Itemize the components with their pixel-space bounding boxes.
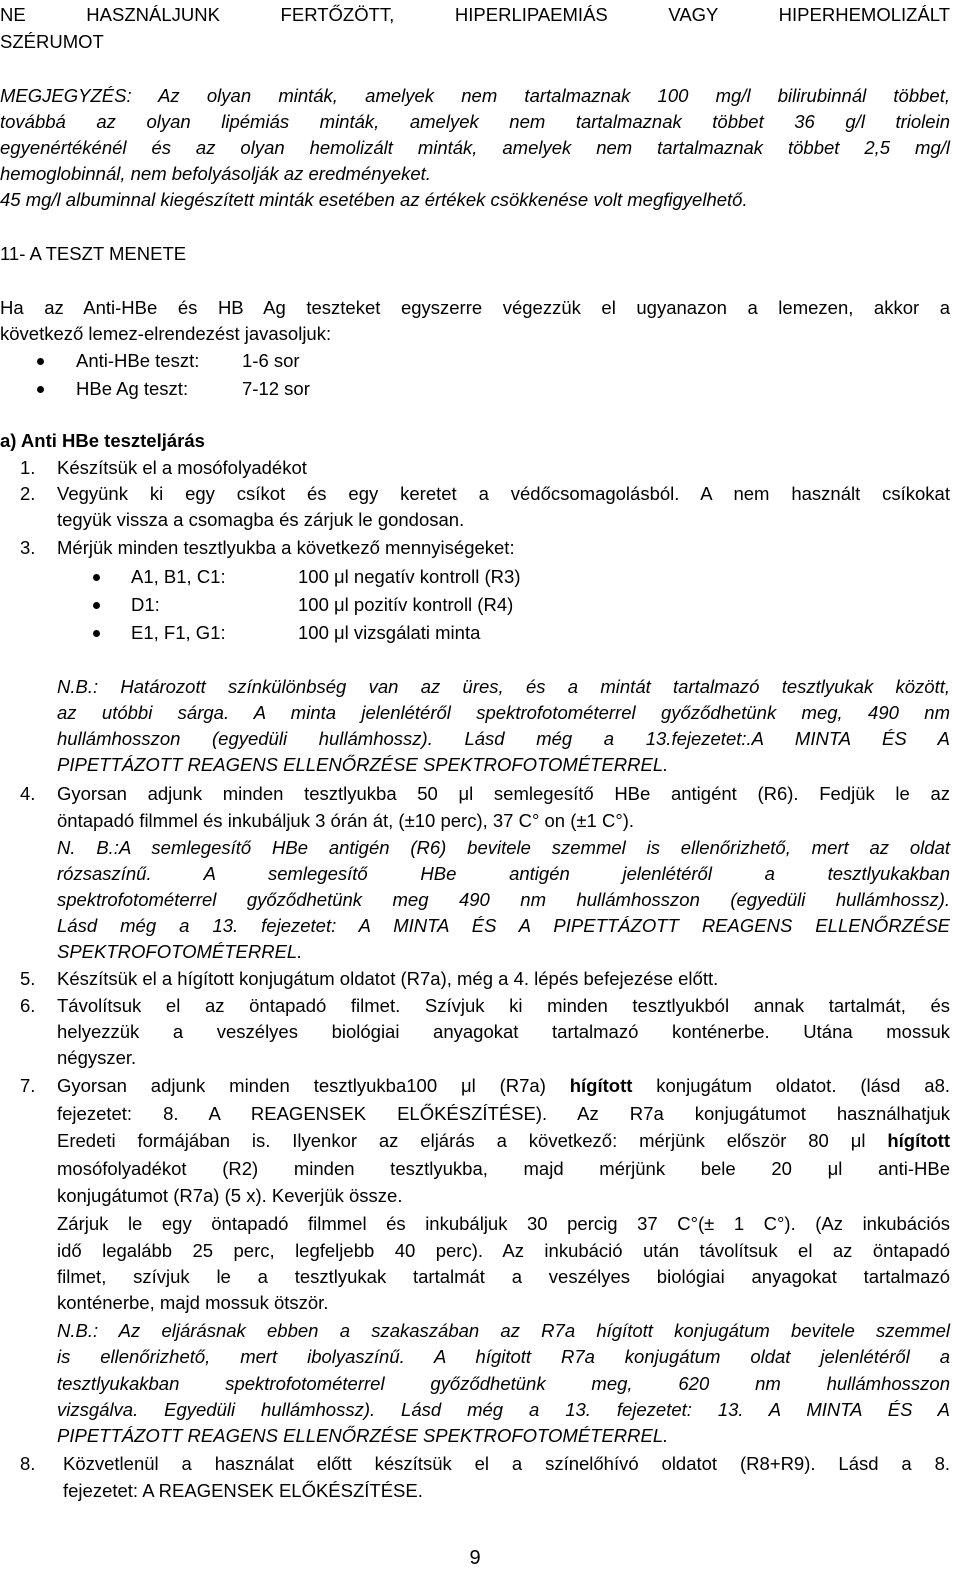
step-4-note-2: rózsaszínű. A semlegesítő HBe antigén jelenlétéről a tesztlyukakban: [57, 863, 950, 884]
well-amount: 100 μl negatív kontroll (R3): [298, 566, 521, 587]
step-number: 2.: [20, 483, 36, 504]
step-number: 3.: [20, 537, 36, 558]
layout-item-label: Anti-HBe teszt:: [76, 350, 200, 371]
step-4-line-2: öntapadó filmmel és inkubáljuk 3 órán át, (±10 perc), 37 C° on (±1 C°).: [57, 810, 635, 831]
step-7-line-6: Zárjuk le egy öntapadó filmmel és inkubáljuk 30 percig 37 C°(± 1 C°). (Az inkubációs: [57, 1213, 950, 1234]
step-1-text: Készítsük el a mosófolyadékot: [57, 457, 307, 478]
step-7-line-2: fejezetet: 8. A REAGENSEK ELŐKÉSZÍTÉSE). Az R7a konjugátumot használhatjuk: [57, 1103, 950, 1124]
step-4-note-4: Lásd még a 13. fejezetet: A MINTA ÉS A PIPETTÁZOTT REAGENS ELLENŐRZÉSE: [57, 915, 950, 936]
bullet-icon: [93, 602, 100, 609]
step-3-text: Mérjük minden tesztlyukba a következő mennyiségeket:: [57, 537, 515, 558]
step-6-line-1: Távolítsuk el az öntapadó filmet. Szívjuk ki minden tesztlyukból annak tartalmát, és: [57, 995, 950, 1016]
intro-line-2: következő lemez-elrendezést javasoljuk:: [0, 323, 332, 344]
step-6-line-3: négyszer.: [57, 1047, 137, 1068]
nb1-line-3: hullámhosszon (egyedüli hullámhossz). Lásd még a 13.fejezetet:.A MINTA ÉS A: [57, 728, 950, 749]
step-number: 8.: [20, 1453, 36, 1474]
step-7-line-1: [57, 1073, 950, 1099]
bullet-icon: [37, 358, 44, 365]
step-number: 4.: [20, 783, 36, 804]
step-7-note-2: is ellenőrizhető, mert ibolyaszínű. A hígitott R7a konjugátum oldat jelenlétéről a: [57, 1346, 950, 1367]
note-line-2: továbbá az olyan lipémiás minták, amelyek nem tartalmaznak többet 36 g/l triolein: [0, 111, 950, 132]
bullet-icon: [93, 574, 100, 581]
step-number: 6.: [20, 995, 36, 1016]
step-4-line-1: Gyorsan adjunk minden tesztlyukba 50 μl semlegesítő HBe antigént (R6). Fedjük le az: [57, 783, 950, 804]
well-amount: 100 μl vizsgálati minta: [298, 622, 481, 643]
note-line-3: egyenértékénél és az olyan hemolizált minták, amelyek nem tartalmaznak többet 2,5 mg/l: [0, 137, 950, 158]
step-7-note-1: N.B.: Az eljárásnak ebben a szakaszában az R7a hígított konjugátum bevitele szemmel: [57, 1320, 950, 1341]
step-4-note-1: N. B.:A semlegesítő HBe antigén (R6) bevitele szemmel is ellenőrizhető, mert az oldat: [57, 837, 950, 858]
well-amount: 100 μl pozitív kontroll (R4): [298, 594, 514, 615]
step-7-line-3a: Eredeti formájában is. Ilyenkor az eljárás a következő: mérjünk először 80 μl: [57, 1130, 888, 1151]
note-line-5: 45 mg/l albuminnal kiegészített minták esetében az értékek csökkenése volt megfigyelhető.: [0, 189, 748, 210]
subsection-title: a) Anti HBe teszteljárás: [0, 430, 205, 451]
step-6-line-2: helyezzük a veszélyes biológiai anyagokat tartalmazó konténerbe. Utána mossuk: [57, 1021, 950, 1042]
note-line-4: hemoglobinnál, nem befolyásolják az eredményeket.: [0, 163, 431, 184]
step-4-note-5: SPEKTROFOTOMÉTERREL.: [57, 941, 303, 962]
step-7-note-3: tesztlyukakban spektrofotométerrel győződhetünk meg, 620 nm hullámhosszon: [57, 1373, 950, 1394]
step-number: 1.: [20, 457, 36, 478]
step-number: 5.: [20, 968, 36, 989]
step-7-line-5: konjugátumot (R7a) (5 x). Keverjük össze.: [57, 1185, 403, 1206]
warning-heading-line2: SZÉRUMOT: [0, 31, 104, 52]
nb1-line-2: az utóbbi sárga. A minta jelenlétéről spektrofotométerrel győződhetünk meg, 490 nm: [57, 702, 950, 723]
step-2-line-1: Vegyünk ki egy csíkot és egy keretet a védőcsomagolásból. A nem használt csíkokat: [57, 483, 950, 504]
step-7-line-8: filmet, szívjuk le a tesztlyukak tartalmát a veszélyes biológiai anyagokat tartalmazó: [57, 1266, 950, 1287]
step-7-line-1a: Gyorsan adjunk minden tesztlyukba100 μl (R7a): [57, 1075, 570, 1096]
step-number: 7.: [20, 1075, 36, 1096]
section-title: 11- A TESZT MENETE: [0, 243, 187, 264]
step-8-line-1: Közvetlenül a használat előtt készítsük el a színelőhívó oldatot (R8+R9). Lásd a 8.: [63, 1453, 950, 1474]
step-7-line-4: mosófolyadékot (R2) minden tesztlyukba, majd mérjünk bele 20 μl anti-HBe: [57, 1158, 950, 1179]
well-position: A1, B1, C1:: [131, 566, 226, 587]
bullet-icon: [37, 386, 44, 393]
nb1-line-1: N.B.: Határozott színkülönbség van az üres, és a mintát tartalmazó tesztlyukak között,: [57, 676, 950, 697]
warning-heading-line1: NE HASZNÁLJUNK FERTŐZÖTT, HIPERLIPAEMIÁS VAGY HIPERHEMOLIZÁLT: [0, 4, 950, 25]
well-position: D1:: [131, 594, 160, 615]
note-line-1: MEGJEGYZÉS: Az olyan minták, amelyek nem tartalmaznak 100 mg/l bilirubinnál többet,: [0, 85, 950, 106]
layout-item-value: 7-12 sor: [242, 378, 310, 399]
bullet-icon: [93, 630, 100, 637]
step-7-note-4: vizsgálva. Egyedüli hullámhossz). Lásd még a 13. fejezetet: 13. A MINTA ÉS A: [57, 1399, 950, 1420]
step-5-text: Készítsük el a hígított konjugátum oldatot (R7a), még a 4. lépés befejezése előtt.: [57, 968, 719, 989]
layout-item-label: HBe Ag teszt:: [76, 378, 189, 399]
emphasis-diluted: hígított: [887, 1130, 950, 1151]
intro-line-1: Ha az Anti-HBe és HB Ag teszteket egyszerre végezzük el ugyanazon a lemezen, akkor a: [0, 297, 950, 318]
step-7-line-1c: konjugátum oldatot. (lásd a8.: [632, 1075, 950, 1096]
step-2-line-2: tegyük vissza a csomagba és zárjuk le gondosan.: [57, 509, 465, 530]
step-8-line-2: fejezetet: A REAGENSEK ELŐKÉSZÍTÉSE.: [63, 1480, 423, 1501]
step-7-note-5: PIPETTÁZOTT REAGENS ELLENŐRZÉSE SPEKTROFOTOMÉTERREL.: [57, 1425, 669, 1446]
step-7-line-3: [57, 1128, 950, 1154]
well-position: E1, F1, G1:: [131, 622, 226, 643]
emphasis-diluted: hígított: [569, 1075, 633, 1096]
step-7-line-7: idő legalább 25 perc, legfeljebb 40 perc). Az inkubáció után távolítsuk el az öntapadó: [57, 1240, 950, 1261]
layout-item-value: 1-6 sor: [242, 350, 300, 371]
page-number: 9: [469, 1547, 481, 1569]
step-4-note-3: spektrofotométerrel győződhetünk meg 490 nm hullámhosszon (egyedüli hullámhossz).: [57, 889, 950, 910]
nb1-line-4: PIPETTÁZOTT REAGENS ELLENŐRZÉSE SPEKTROFOTOMÉTERREL.: [57, 754, 669, 775]
step-7-line-9: konténerbe, majd mossuk ötször.: [57, 1292, 329, 1313]
